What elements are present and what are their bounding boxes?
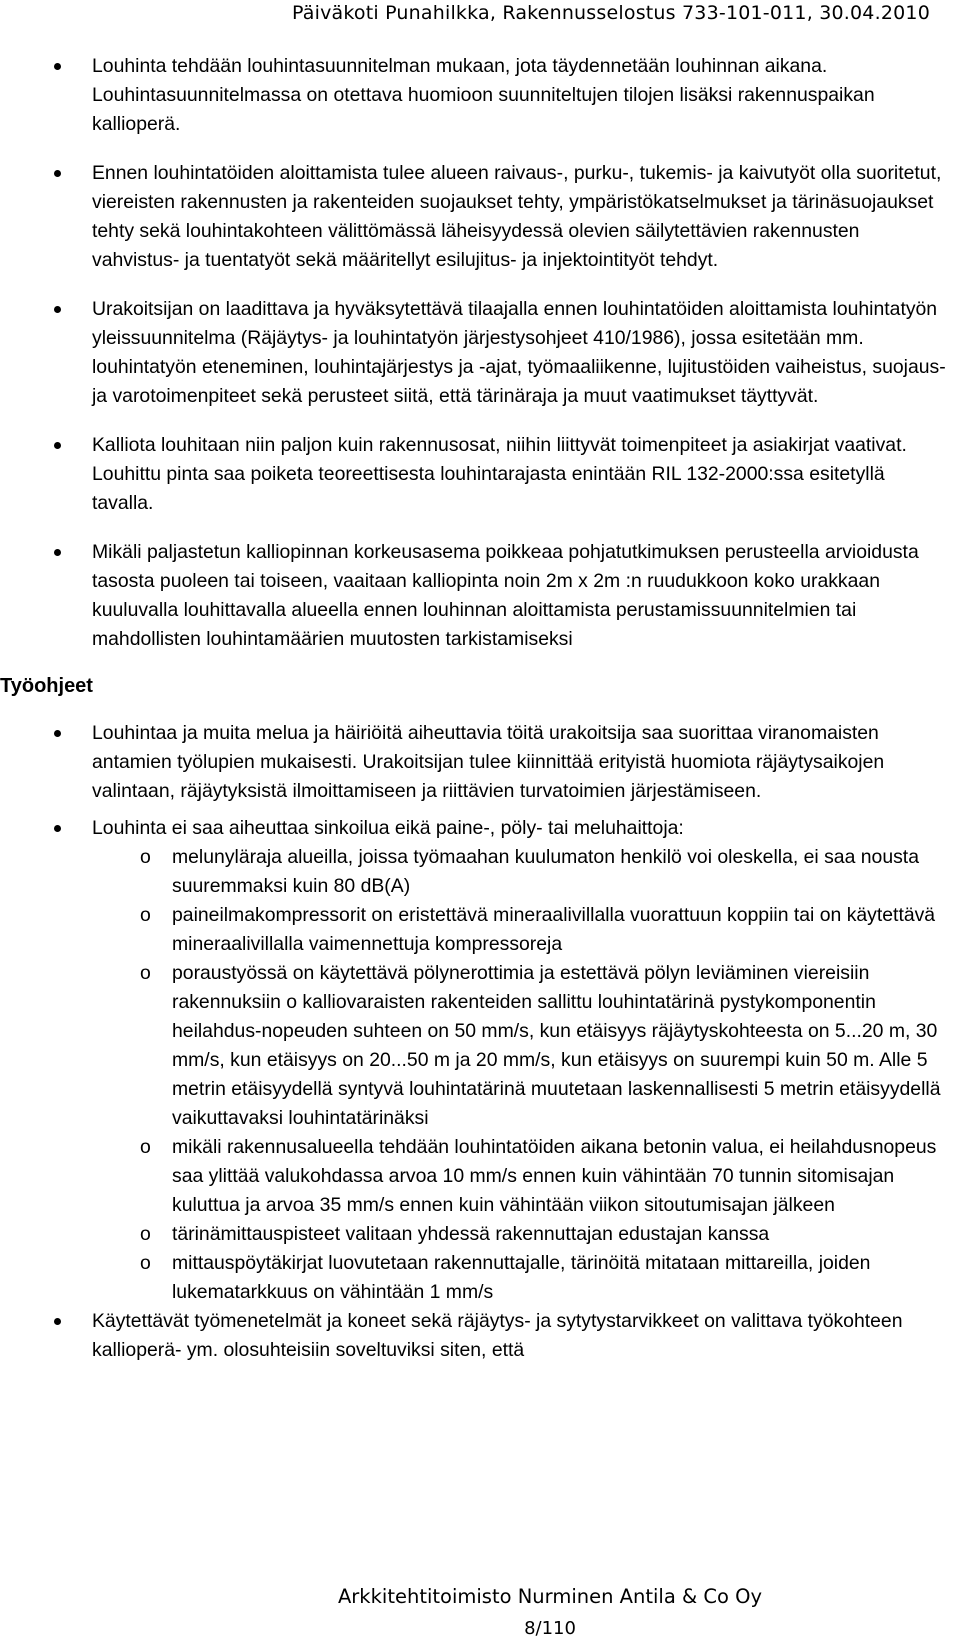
circle-marker-icon: o [140, 904, 151, 926]
footer-company: Arkkitehtitoimisto Nurminen Antila & Co Oy [337, 1585, 763, 1608]
sub-list-item-text: paineilmakompressorit on eristettävä mineraalivillalla vuorattuun koppiin tai on käytettävä mineraalivillalla vaimennettuja kompressoreja [172, 904, 936, 955]
sub-list-item [92, 843, 948, 901]
list-item [0, 295, 960, 411]
section-heading: Työohjeet [0, 675, 93, 697]
list-item-text: Kalliota louhitaan niin paljon kuin rakennusosat, niihin liittyvät toimenpiteet ja asiakirjat vaativat. Louhittu pinta saa poiketa teoreettisesta louhintarajasta enintään RIL 132-2000:ssa esitetyllä tavalla. [92, 434, 907, 514]
list-item [0, 431, 960, 518]
list-item [0, 159, 960, 275]
sub-list-item-text: poraustyössä on käytettävä pölynerottimia ja estettävä pölyn leviäminen viereisiin rakennuksiin o kalliovaraisten rakenteiden sallittu louhintatärinä pystykomponentin heilahdus-nopeuden suhteen on 50 mm/s, kun etäisyys räjäytyskohteesta on 5...20 m, 30 mm/s, kun etäisyys on 20...50 m ja 20 mm/s, kun etäisyys on suurempi kuin 50 m. Alle 5 metrin etäisyydellä syntyvä louhintatärinä muutetaan laskennallisesti 5 metrin etäisyydellä vaikuttavaksi louhintatärinäksi [172, 962, 941, 1129]
bullet-icon [54, 170, 61, 177]
bullet-icon [54, 306, 61, 313]
list-item [0, 52, 960, 139]
circle-marker-icon: o [140, 1223, 151, 1245]
sub-list-item [92, 901, 948, 959]
bullet-icon [54, 442, 61, 449]
document-body [0, 52, 960, 1365]
list-item [0, 538, 960, 654]
circle-marker-icon: o [140, 962, 151, 984]
circle-marker-icon: o [140, 846, 151, 868]
list-item-text: Ennen louhintatöiden aloittamista tulee alueen raivaus-, purku-, tukemis- ja kaivutyöt olla suoritetut, viereisten rakennusten ja rakenteiden suojaukset tehty, ympäristökatselmukset ja tärinäsuojaukset tehty sekä louhintakohteen välittömässä läheisyydessä olevien säilytettävien rakennusten vahvistus- ja tuentatyöt sekä määritellyt esilujitus- ja injektointityöt tehdyt. [92, 162, 942, 271]
sub-list-item [92, 1249, 948, 1307]
sub-list-item [92, 1133, 948, 1220]
page-header: Päiväkoti Punahilkka, Rakennusselostus 733-101-011, 30.04.2010 [291, 2, 930, 24]
page-number: 8/110 [524, 1618, 576, 1639]
bullet-icon [54, 549, 61, 556]
list-item-text: Urakoitsijan on laadittava ja hyväksytettävä tilaajalla ennen louhintatöiden aloittamista louhintatyön yleissuunnitelma (Räjäytys- ja louhintatyön järjestysohjeet 410/1986), jossa esitetään mm. louhintatyön eteneminen, louhintajärjestys ja -ajat, työmaaliikenne, lujitustöiden vaiheistus, suojaus- ja varotoimenpiteet sekä perusteet siitä, että tärinäraja ja muut vaatimukset täyttyvät. [92, 298, 946, 407]
list-item-text: Louhinta ei saa aiheuttaa sinkoilua eikä paine-, pöly- tai meluhaittoja: [92, 817, 684, 839]
sub-list-item-text: tärinämittauspisteet valitaan yhdessä rakennuttajan edustajan kanssa [172, 1223, 770, 1245]
sub-list-item-text: mittauspöytäkirjat luovutetaan rakennuttajalle, tärinöitä mitataan mittareilla, joiden lukematarkkuus on vähintään 1 mm/s [172, 1252, 871, 1303]
list-item-text: Louhinta tehdään louhintasuunnitelman mukaan, jota täydennetään louhinnan aikana. Louhintasuunnitelmassa on otettava huomioon suunniteltujen tilojen lisäksi rakennuspaikan kallioperä. [92, 55, 875, 135]
bullet-icon [54, 825, 61, 832]
circle-marker-icon: o [140, 1136, 151, 1158]
circle-marker-icon: o [140, 1252, 151, 1274]
sub-list-item-text: mikäli rakennusalueella tehdään louhintatöiden aikana betonin valua, ei heilahdusnopeus saa ylittää valukohdassa arvoa 10 mm/s ennen kuin vähintään 70 tunnin sitomisajan kuluttua ja arvoa 35 mm/s ennen kuin vähintään viikon sitoutumisajan jälkeen [172, 1136, 937, 1216]
list-item [0, 814, 960, 1307]
bullet-icon [54, 730, 61, 737]
list-item [0, 719, 960, 806]
list-item-text: Mikäli paljastetun kalliopinnan korkeusasema poikkeaa pohjatutkimuksen perusteella arvioidusta tasosta puoleen tai toiseen, vaaitaan kalliopinta noin 2m x 2m :n ruudukkoon koko urakkaan kuuluvalla louhittavalla alueella ennen louhinnan aloittamista perustamissuunnitelmien tai mahdollisten louhintamäärien muutosten tarkistamiseksi [92, 541, 919, 650]
sub-list-item [92, 959, 948, 1133]
sub-list-item-text: melunyläraja alueilla, joissa työmaahan kuulumaton henkilö voi oleskella, ei saa nousta suuremmaksi kuin 80 dB(A) [172, 846, 919, 897]
bullet-icon [54, 63, 61, 70]
list-item-text: Käytettävät työmenetelmät ja koneet sekä räjäytys- ja sytytystarvikkeet on valittava työkohteen kallioperä- ym. olosuhteisiin soveltuviksi siten, että [92, 1310, 903, 1361]
excavation-requirements-list [0, 52, 960, 654]
bullet-icon [54, 1318, 61, 1325]
list-item-text: Louhintaa ja muita melua ja häiriöitä aiheuttavia töitä urakoitsija saa suorittaa viranomaisten antamien työlupien mukaisesti. Urakoitsijan tulee kiinnittää erityistä huomiota räjäytysaikojen valintaan, räjäytyksistä ilmoittamiseen ja riittävien turvatoimien järjestämiseen. [92, 722, 885, 802]
sub-list [92, 843, 948, 1307]
work-instructions-list [0, 719, 960, 1365]
list-item [0, 1307, 960, 1365]
sub-list-item [92, 1220, 948, 1249]
